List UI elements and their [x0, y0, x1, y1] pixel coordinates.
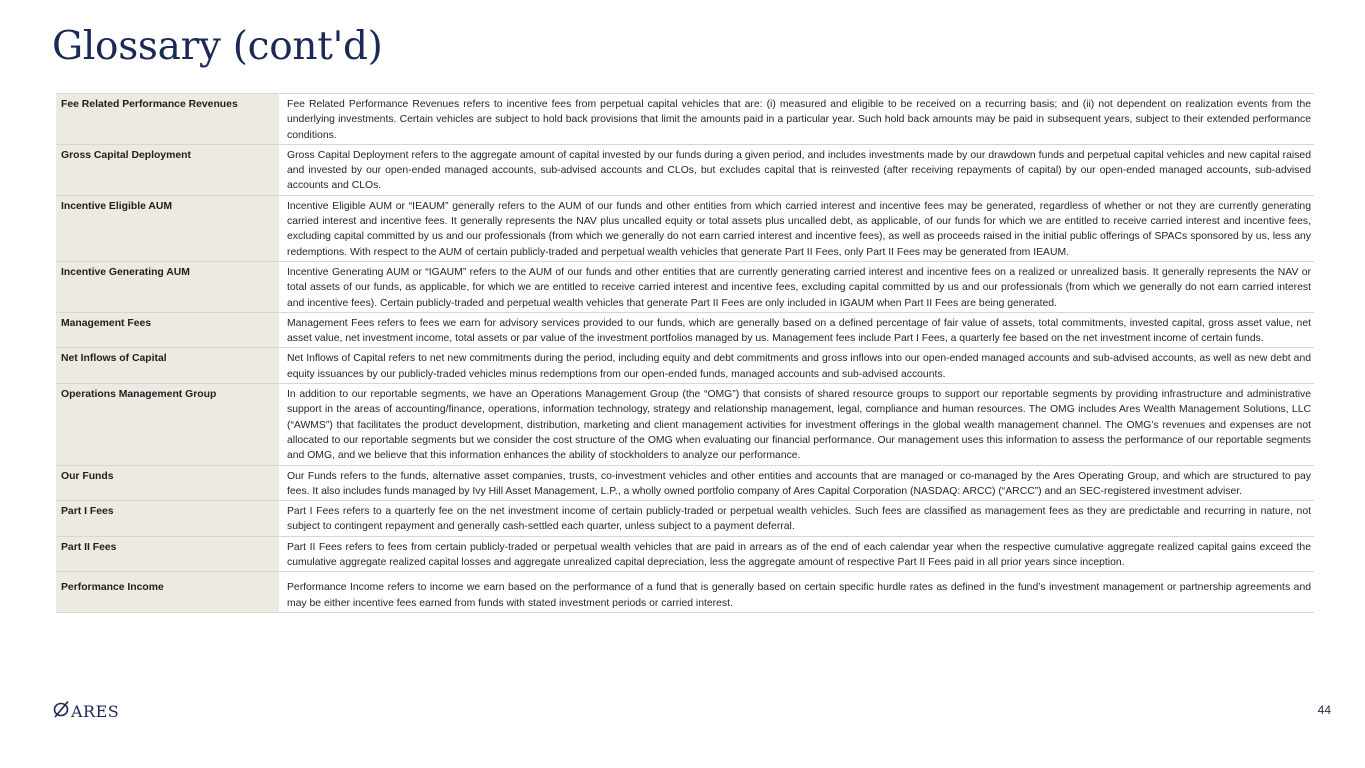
glossary-term: Part I Fees	[56, 501, 279, 537]
glossary-definition: Performance Income refers to income we earn based on the performance of a fund that is generally based on certain specific hurdle rates as defined in the fund’s investment management or partnership agreements and may be either incentive fees earned from funds with stated investment periods or carried interest.	[279, 572, 1314, 613]
glossary-definition: Fee Related Performance Revenues refers to incentive fees from perpetual capital vehicles that are: (i) measured and eligible to be received on a recurring basis; and (ii) not dependent on realization events from the underlying investments. Certain vehicles are subject to hold back provisions that limit the amounts paid in a particular year. Such hold back amounts may be paid in subsequent years, subject to their extended performance conditions.	[279, 94, 1314, 145]
glossary-term: Incentive Generating AUM	[56, 261, 279, 312]
glossary-definition: Management Fees refers to fees we earn for advisory services provided to our funds, which are generally based on a defined percentage of fair value of assets, total commitments, invested capital, gross asset value, net asset value, net investment income, total assets or par value of the investment portfolios managed by us. Management fees include Part I Fees, a quarterly fee based on the net investment income of certain funds.	[279, 312, 1314, 348]
table-row	[56, 312, 1314, 348]
glossary-definition: In addition to our reportable segments, we have an Operations Management Group (the “OMG”) that consists of shared resource groups to support our reportable segments by providing infrastructure and administrative support in the areas of accounting/finance, operations, information technology, strategy and relationship management, legal, compliance and human resources. The OMG includes Ares Wealth Management Solutions, LLC (“AWMS”) that facilitates the product development, distribution, marketing and client management activities for investment offerings in the global wealth management channel. The OMG’s revenues and expenses are not allocated to our reportable segments but we consider the cost structure of the OMG when evaluating our financial performance. Our management uses this information to assess the performance of our reportable segments and OMG, and we believe that this information enhances the ability of stockholders to analyze our performance.	[279, 384, 1314, 465]
page-title: Glossary (cont'd)	[52, 24, 383, 69]
ares-logo-icon	[52, 700, 70, 723]
glossary-term: Fee Related Performance Revenues	[56, 94, 279, 145]
glossary-definition: Part I Fees refers to a quarterly fee on the net investment income of certain publicly-traded or perpetual wealth vehicles. Such fees are classified as management fees as they are predictable and recurring in nature, not subject to contingent repayment and generally cash-settled each quarter, unless subject to a payment deferral.	[279, 501, 1314, 537]
glossary-definition: Our Funds refers to the funds, alternative asset companies, trusts, co-investment vehicles and other entities and accounts that are managed or co-managed by the Ares Operating Group, and which are structured to pay fees. It also includes funds managed by Ivy Hill Asset Management, L.P., a wholly owned portfolio company of Ares Capital Corporation (NASDAQ: ARCC) (“ARCC”) and an SEC-registered investment adviser.	[279, 465, 1314, 501]
glossary-term: Gross Capital Deployment	[56, 144, 279, 195]
glossary-term: Operations Management Group	[56, 384, 279, 465]
glossary-term: Incentive Eligible AUM	[56, 195, 279, 261]
table-row	[56, 348, 1314, 384]
glossary-definition: Net Inflows of Capital refers to net new commitments during the period, including equity and debt commitments and gross inflows into our open-ended managed accounts and sub-advised accounts, as well as new debt and equity issuances by our publicly-traded vehicles minus redemptions from our open-ended funds, managed accounts and sub-advised accounts.	[279, 348, 1314, 384]
table-row	[56, 536, 1314, 572]
glossary-term: Performance Income	[56, 572, 279, 613]
glossary-term: Part II Fees	[56, 536, 279, 572]
table-row	[56, 465, 1314, 501]
logo-text: ARES	[71, 702, 120, 721]
glossary-definition: Part II Fees refers to fees from certain publicly-traded or perpetual wealth vehicles that are paid in arrears as of the end of each calendar year when the respective cumulative aggregate realized capital gains exceed the cumulative aggregate realized capital losses and aggregate unrealized capital depreciation, less the aggregate amount of respective Part II Fees paid in all prior years since inception.	[279, 536, 1314, 572]
table-row	[56, 384, 1314, 465]
glossary-table	[56, 93, 1314, 613]
glossary-definition: Gross Capital Deployment refers to the aggregate amount of capital invested by our funds during a given period, and includes investments made by our drawdown funds and perpetual capital vehicles and new capital raised and invested by our open-ended managed accounts, sub-advised accounts and CLOs, but excludes capital that is reinvested (after receiving repayments of capital) by our open-ended managed accounts, sub-advised accounts and CLOs.	[279, 144, 1314, 195]
table-row	[56, 94, 1314, 145]
glossary-term: Our Funds	[56, 465, 279, 501]
glossary-definition: Incentive Eligible AUM or “IEAUM” generally refers to the AUM of our funds and other entities from which carried interest and incentive fees may be generated, regardless of whether or not they are currently generating carried interest and incentive fees. It generally represents the NAV plus uncalled equity or total assets plus uncalled debt, as applicable, of our funds for which we are entitled to receive carried interest and incentive fees, excluding capital committed by us and our professionals (from which we generally do not earn carried interest and incentive fees), as well as proceeds raised in the initial public offerings of SPACs sponsored by us, less any redemptions. With respect to the AUM of certain publicly-traded and perpetual wealth vehicles that generate Part II Fees, only Part II Fees may be generated from IEAUM.	[279, 195, 1314, 261]
ares-logo	[52, 700, 119, 723]
page-number: 44	[1317, 703, 1331, 717]
table-row	[56, 144, 1314, 195]
table-row	[56, 195, 1314, 261]
table-row	[56, 572, 1314, 613]
table-row	[56, 501, 1314, 537]
glossary-term: Management Fees	[56, 312, 279, 348]
glossary-term: Net Inflows of Capital	[56, 348, 279, 384]
glossary-definition: Incentive Generating AUM or “IGAUM” refers to the AUM of our funds and other entities that are currently generating carried interest and incentive fees on a realized or unrealized basis. It generally represents the NAV or total assets of our funds, as applicable, for which we are entitled to receive carried interest and incentive fees, excluding capital committed by us and our professionals (from which we generally do not earn carried interest and incentive fees). Certain publicly-traded and perpetual wealth vehicles that generate Part II Fees are only included in IGAUM when Part II Fees are being generated.	[279, 261, 1314, 312]
table-row	[56, 261, 1314, 312]
